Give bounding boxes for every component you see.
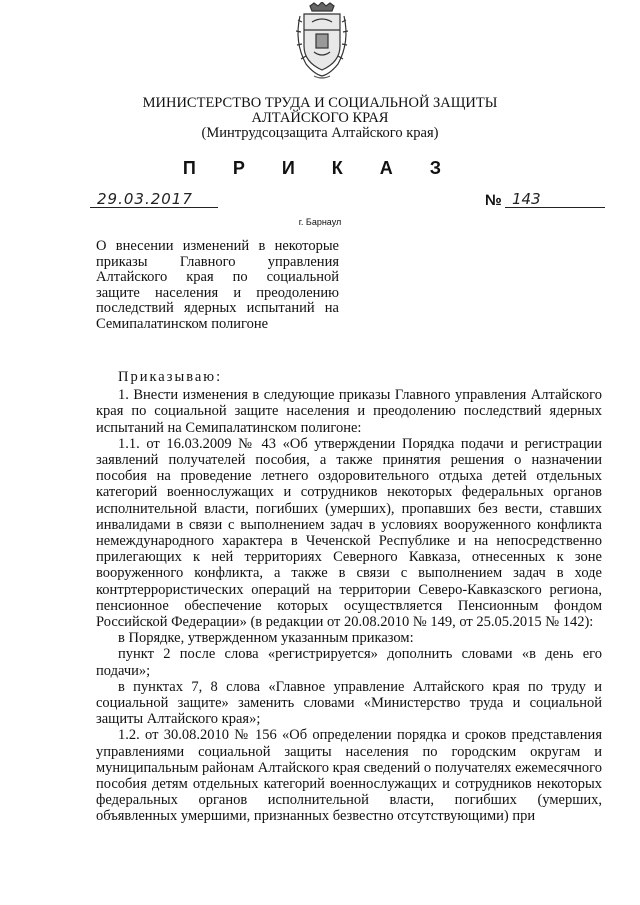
city-label: г. Барнаул <box>298 217 342 227</box>
ministry-name: МИНИСТЕРСТВО ТРУДА И СОЦИАЛЬНОЙ ЗАЩИТЫ <box>142 95 498 111</box>
body-paragraph: 1.2. от 30.08.2010 № 156 «Об определении порядка и сроков представления управлениями социальной защиты населения по городским округам и муниципальным районам Алтайского края сведений о получателях ежемесячного пособия детям отдельных категорий военнослужащих и сотрудников некоторых федеральных органов исполнительной власти, погибших (умерших, объявленных умершими, признанных безвестно отсутствующими) при <box>96 727 602 825</box>
document-body <box>96 369 602 825</box>
document-type-title: П Р И К А З <box>182 158 458 178</box>
order-word: Приказываю: <box>118 369 223 385</box>
region-name: АЛТАЙСКОГО КРАЯ <box>251 110 389 126</box>
body-paragraph: 1.1. от 16.03.2009 № 43 «Об утверждении Порядка подачи и регистрации заявлений получателей пособия, а также принятия решения о назначении пособия на проведение летнего оздоровительного отдыха детей отдельных категорий военнослужащих и сотрудников некоторых федеральных органов исполнительной власти, погибших (умерших), пропавших без вести, ставших инвалидами в связи с выполнением задач в условиях вооруженного конфликта немеждународного характера в Чеченской Республике и на непосредственно прилегающих к ней территориях Северного Кавказа, отнесенных к зоне вооруженного конфликта, а также в связи с выполнением задач в ходе контртеррористических операций на территории Северо-Кавказского региона, пенсионное обеспечение которых осуществляется Пенсионным фондом Российской Федерации» (в редакции от 20.08.2010 № 149, от 25.05.2015 № 142): <box>96 435 602 631</box>
body-paragraph: 1. Внести изменения в следующие приказы Главного управления Алтайского края по социальной защите населения и преодолению последствий ядерных испытаний на Семипалатинском полигоне: <box>96 387 602 436</box>
handwritten-number: 143 <box>512 190 541 208</box>
ministry-short-name: (Минтрудсоцзащита Алтайского края) <box>201 125 439 141</box>
body-paragraph: пункт 2 после слова «регистрируется» дополнить словами «в день его подачи»; <box>96 646 602 679</box>
body-paragraph: в пунктах 7, 8 слова «Главное управление Алтайского края по труду и социальной защите» заменить словами «Министерство труда и социальной защиты Алтайского края»; <box>96 678 602 728</box>
body-paragraph: в Порядке, утвержденном указанным приказом: <box>118 630 414 647</box>
coat-of-arms-emblem <box>292 2 352 80</box>
handwritten-date: 29.03.2017 <box>97 190 193 208</box>
document-subject: О внесении изменений в некоторые приказы Главного управления Алтайского края по социальной защите населения и преодолению последствий ядерных испытаний на Семипалатинском полигоне <box>96 238 339 332</box>
number-label: № <box>485 192 502 209</box>
